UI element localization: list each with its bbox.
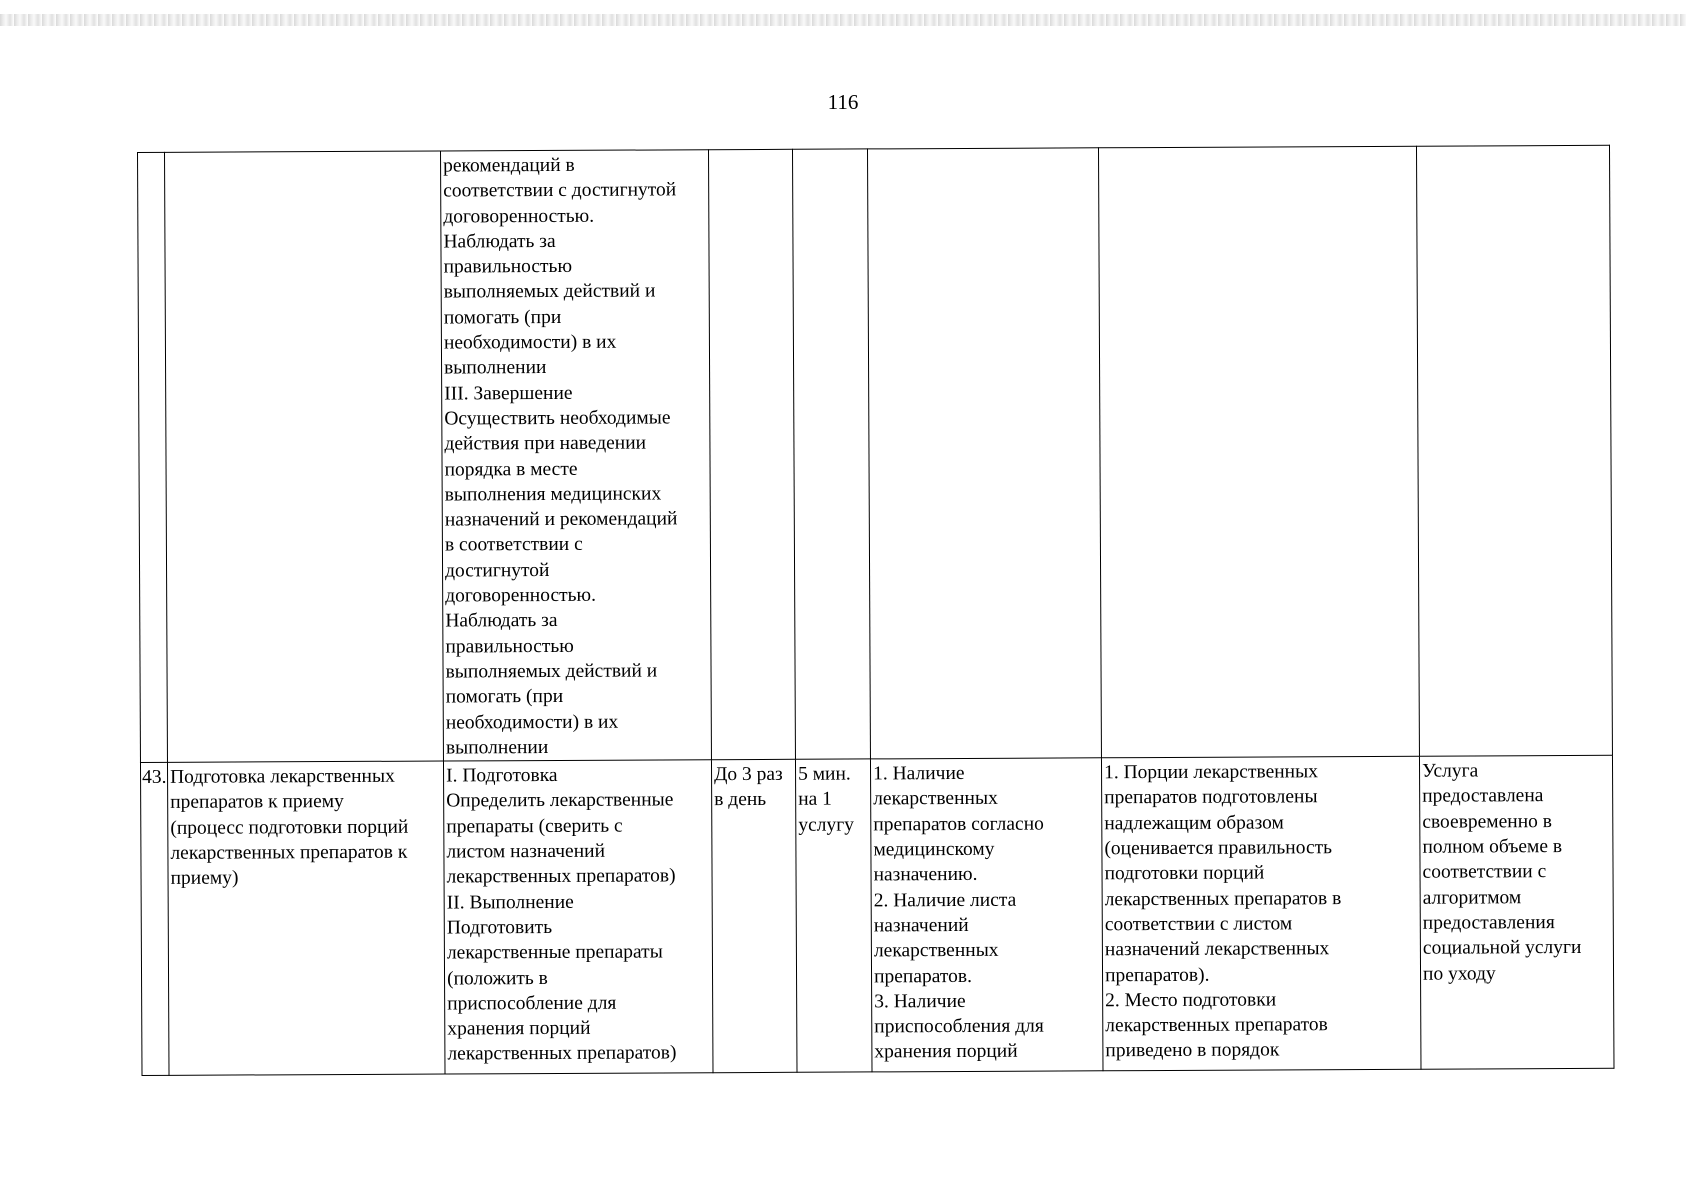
cell-result (1416, 145, 1612, 756)
cell-quality-indicators: 1. Порции лекарственных препаратов подготовлены надлежащим образом (оценивается правильность подготовки порций лекарственных препаратов в соответствии с листом назначений лекарственных препаратов). 2. Место подготовки лекарственных препаратов приведено в порядок (1101, 756, 1421, 1071)
services-table (137, 145, 1614, 1076)
scan-edge (0, 14, 1686, 26)
table-row-continuation (138, 145, 1613, 762)
cell-service-content: рекомендаций в соответствии с достигнутой договоренностью. Наблюдать за правильностью выполняемых действий и помогать (при необходимости) в их выполнении III. Завершение Осуществить необходимые действия при наведении порядка в месте выполнения медицинских назначений и рекомендаций в соответствии с достигнутой договоренностью. Наблюдать за правильностью выполняемых действий и помогать (при необходимости) в их выполнении (440, 150, 711, 761)
cell-duration: 5 мин. на 1 услугу (795, 759, 872, 1072)
cell-number: 43. (140, 762, 169, 1075)
page-number: 116 (827, 90, 859, 114)
cell-quality-indicators (1098, 146, 1419, 758)
table-row-43 (140, 755, 1614, 1075)
cell-result: Услуга предоставлена своевременно в полном объеме в соответствии с алгоритмом предоставления социальной услуги по уходу (1419, 755, 1614, 1069)
cell-duration (792, 149, 870, 759)
cell-service-name (165, 151, 444, 762)
cell-conditions (867, 148, 1101, 759)
cell-service-content: I. Подготовка Определить лекарственные препараты (сверить с листом назначений лекарственных препаратов) II. Выполнение Подготовить лекарственные препараты (положить в приспособление для хранения порций лекарственных препаратов) (443, 760, 713, 1074)
cell-frequency (708, 149, 795, 760)
cell-frequency: До 3 раз в день (711, 759, 797, 1072)
cell-number (138, 152, 168, 762)
cell-service-name: Подготовка лекарственных препаратов к приему (процесс подготовки порций лекарственных препаратов к приему) (167, 761, 445, 1075)
cell-conditions: 1. Наличие лекарственных препаратов согласно медицинскому назначению. 2. Наличие листа назначений лекарственных препаратов. 3. Наличие приспособления для хранения порций (870, 758, 1103, 1072)
